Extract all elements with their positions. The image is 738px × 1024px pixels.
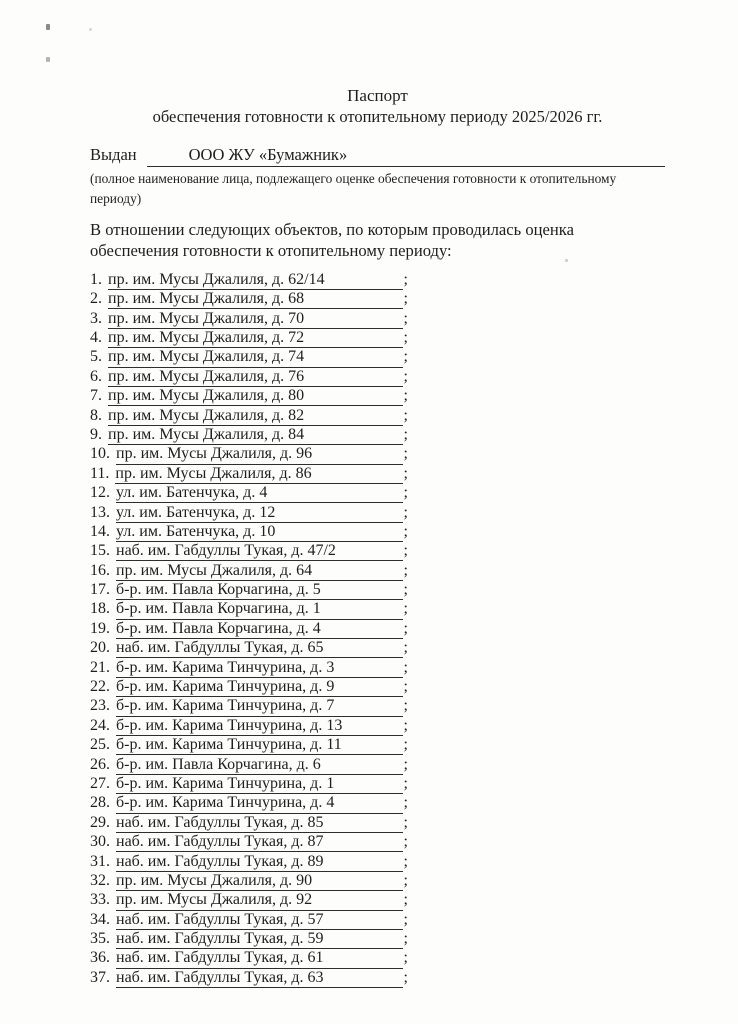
list-item (90, 619, 408, 638)
item-separator: ; (403, 387, 408, 405)
item-separator: ; (403, 891, 408, 909)
item-number: 6. (90, 367, 102, 385)
item-separator: ; (403, 813, 408, 831)
item-number: 16. (90, 561, 110, 579)
item-number: 5. (90, 348, 102, 366)
item-separator: ; (403, 639, 408, 657)
list-item (90, 406, 408, 425)
item-address-blank: б-р. им. Павла Корчагина, д. 1 (116, 599, 403, 619)
scan-speck (89, 28, 92, 31)
item-number: 10. (90, 445, 110, 463)
list-item (90, 503, 408, 522)
item-number: 25. (90, 736, 110, 754)
list-item (90, 696, 408, 715)
page-subtitle: обеспечения готовности к отопительному периоду 2025/2026 гг. (152, 107, 603, 126)
list-item (90, 309, 408, 328)
item-address-blank: ул. им. Батенчука, д. 12 (116, 503, 403, 523)
item-separator: ; (403, 794, 408, 812)
item-separator: ; (403, 949, 408, 967)
item-number: 4. (90, 328, 102, 346)
item-address-blank: наб. им. Габдуллы Тукая, д. 59 (116, 929, 403, 949)
item-separator: ; (403, 833, 408, 851)
item-number: 18. (90, 600, 110, 618)
list-item (90, 580, 408, 599)
item-separator: ; (403, 678, 408, 696)
list-item (90, 677, 408, 696)
item-number: 9. (90, 425, 102, 443)
list-item (90, 425, 408, 444)
item-separator: ; (403, 290, 408, 308)
scan-speck (46, 57, 50, 62)
item-separator: ; (403, 445, 408, 463)
item-address-blank: пр. им. Мусы Джалиля, д. 62/14 (108, 270, 403, 290)
item-separator: ; (403, 367, 408, 385)
item-separator: ; (403, 910, 408, 928)
item-address-blank: б-р. им. Карима Тинчурина, д. 13 (116, 716, 403, 736)
list-item (90, 522, 408, 541)
item-separator: ; (403, 852, 408, 870)
item-number: 37. (90, 968, 110, 986)
item-number: 15. (90, 542, 110, 560)
item-address-blank: б-р. им. Карима Тинчурина, д. 1 (116, 774, 403, 794)
list-item (90, 599, 408, 618)
item-address-blank: б-р. им. Карима Тинчурина, д. 3 (116, 658, 403, 678)
item-number: 24. (90, 716, 110, 734)
item-number: 28. (90, 794, 110, 812)
item-number: 30. (90, 833, 110, 851)
list-item (90, 483, 408, 502)
page-title: Паспорт (347, 86, 408, 105)
item-number: 36. (90, 949, 110, 967)
item-number: 34. (90, 910, 110, 928)
item-address-blank: пр. им. Мусы Джалиля, д. 90 (116, 871, 403, 891)
list-item (90, 716, 408, 735)
item-separator: ; (403, 871, 408, 889)
item-separator: ; (403, 619, 408, 637)
item-address-blank: наб. им. Габдуллы Тукая, д. 61 (116, 948, 403, 968)
list-item (90, 638, 408, 657)
item-number: 20. (90, 639, 110, 657)
item-address-blank: пр. им. Мусы Джалиля, д. 86 (115, 464, 402, 484)
item-address-blank: пр. им. Мусы Джалиля, д. 64 (116, 561, 403, 581)
item-address-blank: пр. им. Мусы Джалиля, д. 72 (108, 328, 403, 348)
item-address-blank: б-р. им. Карима Тинчурина, д. 7 (116, 696, 403, 716)
item-separator: ; (403, 503, 408, 521)
intro-line: В отношении следующих объектов, по которым проводилась оценка (90, 220, 574, 239)
item-number: 26. (90, 755, 110, 773)
item-address-blank: наб. им. Габдуллы Тукая, д. 87 (116, 832, 403, 852)
item-number: 21. (90, 658, 110, 676)
item-number: 32. (90, 871, 110, 889)
item-address-blank: наб. им. Габдуллы Тукая, д. 63 (116, 968, 403, 988)
list-item (90, 444, 408, 463)
item-number: 23. (90, 697, 110, 715)
item-number: 12. (90, 484, 110, 502)
item-address-blank: наб. им. Габдуллы Тукая, д. 65 (116, 638, 403, 658)
item-separator: ; (403, 736, 408, 754)
list-item (90, 541, 408, 560)
item-number: 17. (90, 581, 110, 599)
list-item (90, 910, 408, 929)
item-separator: ; (403, 774, 408, 792)
item-number: 14. (90, 522, 110, 540)
item-separator: ; (403, 561, 408, 579)
item-address-blank: б-р. им. Карима Тинчурина, д. 11 (116, 735, 403, 755)
item-address-blank: пр. им. Мусы Джалиля, д. 84 (108, 425, 403, 445)
document-content (90, 85, 665, 987)
item-address-blank: пр. им. Мусы Джалиля, д. 68 (108, 289, 403, 309)
item-address-blank: пр. им. Мусы Джалиля, д. 70 (108, 309, 403, 329)
item-separator: ; (403, 270, 408, 288)
issued-caption-line: периоду) (90, 190, 142, 206)
item-separator: ; (403, 581, 408, 599)
item-separator: ; (403, 406, 408, 424)
item-separator: ; (403, 968, 408, 986)
list-item (90, 832, 408, 851)
item-separator: ; (403, 484, 408, 502)
list-item (90, 890, 408, 909)
item-separator: ; (403, 348, 408, 366)
list-item (90, 755, 408, 774)
item-address-blank: наб. им. Габдуллы Тукая, д. 89 (116, 852, 403, 872)
scan-speck (46, 24, 50, 30)
list-item (90, 347, 408, 366)
item-address-blank: пр. им. Мусы Джалиля, д. 74 (108, 347, 403, 367)
item-address-blank: б-р. им. Павла Корчагина, д. 5 (116, 580, 403, 600)
item-separator: ; (403, 600, 408, 618)
item-separator: ; (403, 930, 408, 948)
intro-line: обеспечения готовности к отопительному периоду: (90, 241, 452, 261)
item-number: 13. (90, 503, 110, 521)
item-separator: ; (403, 658, 408, 676)
issued-caption-line: (полное наименование лица, подлежащего оценке обеспечения готовности к отопительному (90, 171, 617, 186)
item-number: 29. (90, 813, 110, 831)
issued-value-blank: ООО ЖУ «Бумажник» (147, 144, 665, 167)
item-number: 8. (90, 406, 102, 424)
item-separator: ; (403, 328, 408, 346)
item-address-blank: пр. им. Мусы Джалиля, д. 76 (108, 367, 403, 387)
list-item (90, 367, 408, 386)
item-separator: ; (403, 464, 408, 482)
item-number: 31. (90, 852, 110, 870)
issued-caption (90, 169, 665, 208)
item-address-blank: б-р. им. Павла Корчагина, д. 6 (116, 755, 403, 775)
item-number: 1. (90, 270, 102, 288)
item-address-blank: пр. им. Мусы Джалиля, д. 92 (116, 890, 403, 910)
item-number: 22. (90, 678, 110, 696)
item-address-blank: наб. им. Габдуллы Тукая, д. 47/2 (116, 541, 403, 561)
list-item (90, 328, 408, 347)
item-number: 7. (90, 387, 102, 405)
item-address-blank: ул. им. Батенчука, д. 10 (116, 522, 403, 542)
item-separator: ; (403, 697, 408, 715)
list-item (90, 735, 408, 754)
item-number: 19. (90, 619, 110, 637)
item-number: 11. (90, 464, 110, 482)
list-item (90, 289, 408, 308)
item-address-blank: пр. им. Мусы Джалиля, д. 82 (108, 406, 403, 426)
item-number: 33. (90, 891, 110, 909)
item-separator: ; (403, 716, 408, 734)
intro-paragraph (90, 219, 665, 262)
item-number: 2. (90, 290, 102, 308)
list-item (90, 658, 408, 677)
list-item (90, 464, 408, 483)
list-item (90, 852, 408, 871)
item-address-blank: наб. им. Габдуллы Тукая, д. 85 (116, 813, 403, 833)
item-number: 35. (90, 930, 110, 948)
item-number: 27. (90, 774, 110, 792)
item-separator: ; (403, 425, 408, 443)
list-item (90, 929, 408, 948)
list-item (90, 948, 408, 967)
list-item (90, 968, 408, 987)
item-separator: ; (403, 755, 408, 773)
issued-label: Выдан (90, 145, 137, 164)
list-item (90, 270, 408, 289)
list-item (90, 793, 408, 812)
list-item (90, 813, 408, 832)
item-address-blank: ул. им. Батенчука, д. 4 (116, 483, 403, 503)
list-item (90, 774, 408, 793)
list-item (90, 386, 408, 405)
issued-row (90, 144, 665, 167)
item-separator: ; (403, 522, 408, 540)
item-number: 3. (90, 309, 102, 327)
item-address-blank: б-р. им. Павла Корчагина, д. 4 (116, 619, 403, 639)
objects-list (90, 270, 665, 987)
list-item (90, 561, 408, 580)
item-address-blank: наб. им. Габдуллы Тукая, д. 57 (116, 910, 403, 930)
item-separator: ; (403, 542, 408, 560)
item-address-blank: пр. им. Мусы Джалиля, д. 96 (116, 444, 403, 464)
item-separator: ; (403, 309, 408, 327)
item-address-blank: пр. им. Мусы Джалиля, д. 80 (108, 386, 403, 406)
item-address-blank: б-р. им. Карима Тинчурина, д. 4 (116, 793, 403, 813)
list-item (90, 871, 408, 890)
item-address-blank: б-р. им. Карима Тинчурина, д. 9 (116, 677, 403, 697)
